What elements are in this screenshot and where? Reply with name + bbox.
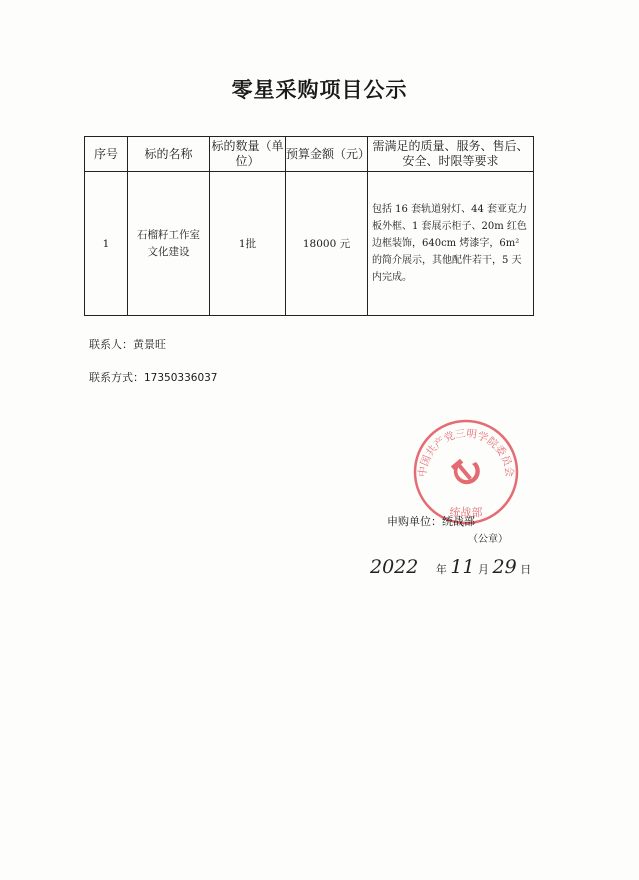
svg-text:中国共产党三明学院委员会: 中国共产党三明学院委员会 bbox=[416, 427, 516, 478]
contact-person-label: 联系人： bbox=[89, 338, 133, 351]
header-quantity bbox=[210, 137, 286, 172]
cell-quantity: 1批 bbox=[210, 172, 286, 316]
seal-note: （公章） bbox=[468, 534, 508, 545]
applicant-label: 申购单位： bbox=[387, 515, 442, 528]
applicant-line bbox=[387, 513, 475, 529]
contact-phone-line bbox=[89, 369, 218, 385]
contact-phone: 17350336037 bbox=[144, 372, 218, 384]
header-name: 标的名称 bbox=[128, 137, 210, 172]
official-seal bbox=[412, 418, 520, 526]
svg-text:统战部: 统战部 bbox=[449, 506, 483, 519]
header-budget bbox=[286, 137, 371, 172]
date-day: 29 bbox=[492, 556, 517, 578]
contact-phone-label: 联系方式： bbox=[89, 371, 144, 384]
cell-budget: 18000 元 bbox=[286, 172, 368, 316]
contact-person-line bbox=[89, 336, 166, 352]
date-year-unit: 年 bbox=[435, 563, 447, 576]
date-month: 11 bbox=[450, 556, 475, 578]
document-title: 零星采购项目公示 bbox=[231, 77, 408, 102]
applicant-value: 统战部 bbox=[442, 515, 475, 528]
header-budget-text: 预算金额（元） bbox=[286, 146, 371, 161]
signature-date bbox=[370, 556, 550, 586]
table-header-row bbox=[85, 137, 534, 172]
header-no: 序号 bbox=[85, 137, 128, 172]
cell-no: 1 bbox=[85, 172, 128, 316]
date-month-unit: 月 bbox=[478, 563, 490, 576]
contact-person: 黄景旺 bbox=[133, 338, 166, 351]
header-requirements: 需满足的质量、服务、售后、安全、时限等要求 bbox=[368, 137, 534, 172]
cell-requirements: 包括 16 套轨道射灯、44 套亚克力板外框、1 套展示柜子、20m 红色边框装饰，640cm 烤漆字，6m² 的简介展示，其他配件若干，5 天内完成。 bbox=[368, 172, 534, 316]
date-day-unit: 日 bbox=[520, 563, 532, 576]
cell-name: 石榴籽工作室文化建设 bbox=[128, 172, 210, 316]
table-row bbox=[85, 172, 534, 316]
date-year: 2022 bbox=[370, 556, 419, 578]
header-quantity-text: 标的数量（单位） bbox=[211, 139, 284, 168]
procurement-table bbox=[84, 136, 534, 316]
